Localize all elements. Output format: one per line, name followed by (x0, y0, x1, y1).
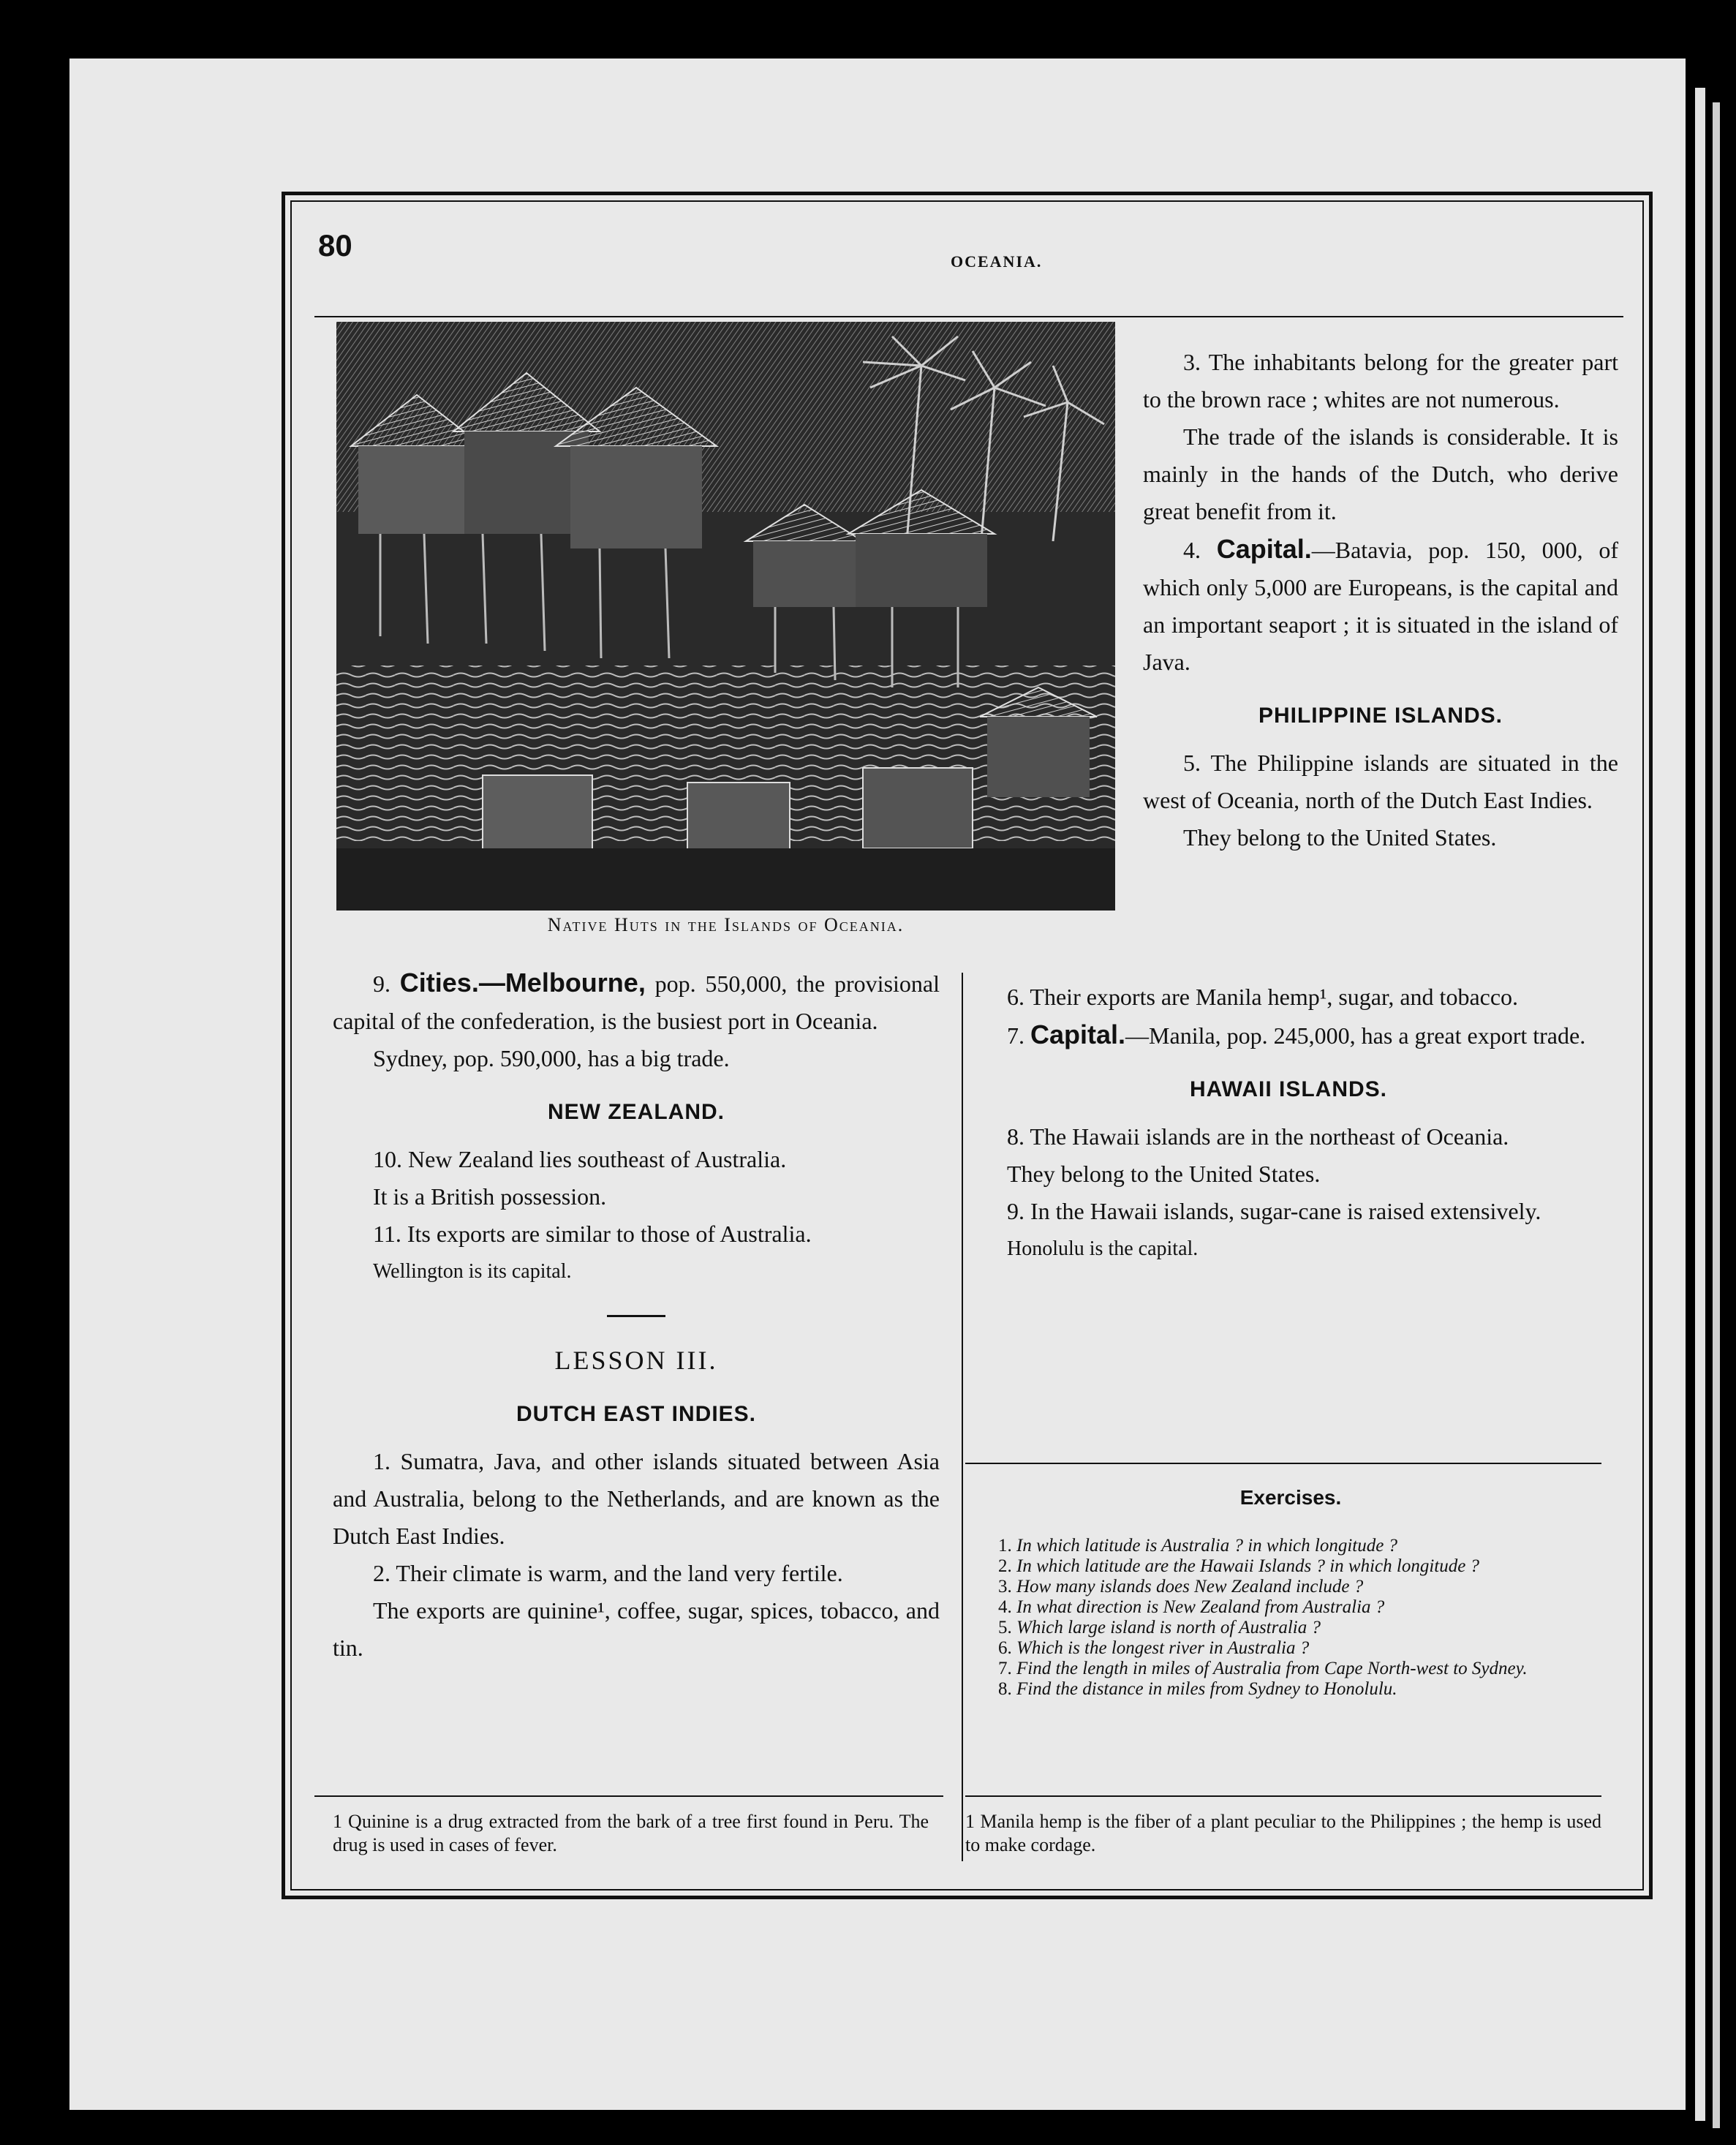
lesson-heading: LESSON III. (554, 1346, 718, 1375)
exercise-text: In which latitude is Australia ? in which longitude ? (1016, 1536, 1398, 1556)
paragraph-7 (967, 1016, 1610, 1055)
paragraph-3: 3. The inhabitants belong for the greater part to the brown race ; whites are not numerous. (1143, 349, 1618, 412)
exercise-number: 4. (998, 1597, 1012, 1617)
paragraph-6: 6. Their exports are Manila hemp¹, sugar, and tobacco. (1007, 984, 1519, 1010)
exercise-item (965, 1638, 1609, 1659)
paragraph-4-text: —Batavia, pop. 150, 000, of which only 5,000 are Europeans, is the capital and an important seaport ; it is situated in the island of Java. (1143, 537, 1619, 675)
paragraph-d1: 1. Sumatra, Java, and other islands situated between Asia and Australia, belong to the Netherlands, and are known as the Dutch East Indies. (333, 1448, 940, 1549)
exercise-item (965, 1679, 1609, 1700)
paragraph-4-heading: Capital. (1216, 534, 1312, 564)
paragraph-9-text: pop. 550,000, the provisional capital of the confederation, is the busiest port in Oceania. (333, 970, 940, 1034)
exercise-number: 8. (998, 1679, 1012, 1699)
exercise-number: 1. (998, 1536, 1012, 1556)
left-footnote-rule (314, 1795, 943, 1797)
column-divider (962, 973, 963, 1861)
exercise-item (965, 1597, 1609, 1618)
dutch-east-indies-heading: DUTCH EAST INDIES. (516, 1402, 757, 1426)
paragraph-5: 5. The Philippine islands are situated in the west of Oceania, north of the Dutch East Indies. (1143, 750, 1618, 813)
exercise-number: 3. (998, 1577, 1012, 1597)
paragraph-4 (1143, 530, 1618, 681)
exercise-item (965, 1536, 1609, 1556)
new-zealand-heading: NEW ZEALAND. (548, 1100, 725, 1124)
exercise-text: In what direction is New Zealand from Australia ? (1016, 1597, 1385, 1617)
paragraph-10-possession: It is a British possession. (373, 1183, 607, 1210)
exercise-item (965, 1577, 1609, 1597)
right-column-lower (967, 979, 1610, 1267)
exercise-text: Find the distance in miles from Sydney to Honolulu. (1016, 1679, 1397, 1699)
header-rule (314, 316, 1623, 317)
exercises-list (965, 1536, 1609, 1700)
section-divider (607, 1315, 665, 1317)
exercise-text: Which large island is north of Australia ? (1016, 1618, 1321, 1637)
paragraph-7-text: —Manila, pop. 245,000, has a great export trade. (1125, 1022, 1586, 1049)
exercise-text: Find the length in miles of Australia from Cape North-west to Sydney. (1016, 1659, 1528, 1678)
exercise-number: 6. (998, 1638, 1012, 1658)
right-footnote-rule (965, 1795, 1601, 1797)
paragraph-9-number: 9. (373, 970, 390, 997)
paragraph-9-capital: Honolulu is the capital. (1007, 1237, 1199, 1260)
exercise-item (965, 1556, 1609, 1577)
exercise-text: How many islands does New Zealand include ? (1016, 1577, 1364, 1597)
exercises-rule (965, 1463, 1601, 1464)
paragraph-11: 11. Its exports are similar to those of Australia. (373, 1221, 812, 1247)
paragraph-11-capital: Wellington is its capital. (373, 1260, 572, 1283)
paragraph-9-heading: Cities.—Melbourne, (399, 968, 646, 998)
paragraph-9-sydney: Sydney, pop. 590,000, has a big trade. (373, 1045, 730, 1071)
exercise-number: 2. (998, 1556, 1012, 1576)
exercise-item (965, 1659, 1609, 1679)
left-footnote: 1 Quinine is a drug extracted from the bark of a tree first found in Peru. The drug is used in cases of fever. (333, 1811, 929, 1855)
philippine-islands-heading: PHILIPPINE ISLANDS. (1258, 704, 1503, 728)
native-huts-engraving (336, 322, 1115, 911)
paragraph-8: 8. The Hawaii islands are in the northeast of Oceania. (1007, 1123, 1509, 1150)
paragraph-10: 10. New Zealand lies southeast of Australia. (373, 1146, 787, 1172)
next-page-edge-shadow (1713, 102, 1720, 2128)
right-column-upper (1143, 344, 1618, 856)
illustration-caption: Native Huts in the Islands of Oceania. (547, 914, 905, 935)
paragraph-9-cities (333, 964, 940, 1040)
exercise-item (965, 1618, 1609, 1638)
hawaii-islands-heading: HAWAII ISLANDS. (1189, 1077, 1387, 1101)
paragraph-d2-exports: The exports are quinine¹, coffee, sugar, spices, tobacco, and tin. (333, 1597, 940, 1661)
paragraph-8-belong: They belong to the United States. (1007, 1161, 1321, 1187)
exercise-number: 7. (998, 1659, 1012, 1678)
exercise-text: Which is the longest river in Australia ? (1016, 1638, 1310, 1658)
running-head: OCEANIA. (951, 252, 1043, 271)
paragraph-7-heading: Capital. (1030, 1019, 1126, 1049)
right-footnote: 1 Manila hemp is the fiber of a plant peculiar to the Philippines ; the hemp is used to make cordage. (965, 1811, 1601, 1855)
exercise-text: In which latitude are the Hawaii Islands ? in which longitude ? (1016, 1556, 1480, 1576)
paragraph-d2: 2. Their climate is warm, and the land very fertile. (373, 1560, 843, 1586)
paragraph-9-hawaii: 9. In the Hawaii islands, sugar-cane is raised extensively. (1007, 1198, 1541, 1224)
exercises-heading: Exercises. (1239, 1486, 1342, 1509)
left-column (333, 964, 940, 1667)
paragraph-3-trade: The trade of the islands is considerable. It is mainly in the hands of the Dutch, who derive great benefit from it. (1143, 423, 1618, 524)
page-number: 80 (318, 228, 352, 263)
exercise-number: 5. (998, 1618, 1012, 1637)
paragraph-7-number: 7. (1007, 1022, 1024, 1049)
next-page-edge (1695, 88, 1705, 2121)
paragraph-5-belong: They belong to the United States. (1183, 824, 1497, 851)
paragraph-4-number: 4. (1183, 537, 1201, 563)
